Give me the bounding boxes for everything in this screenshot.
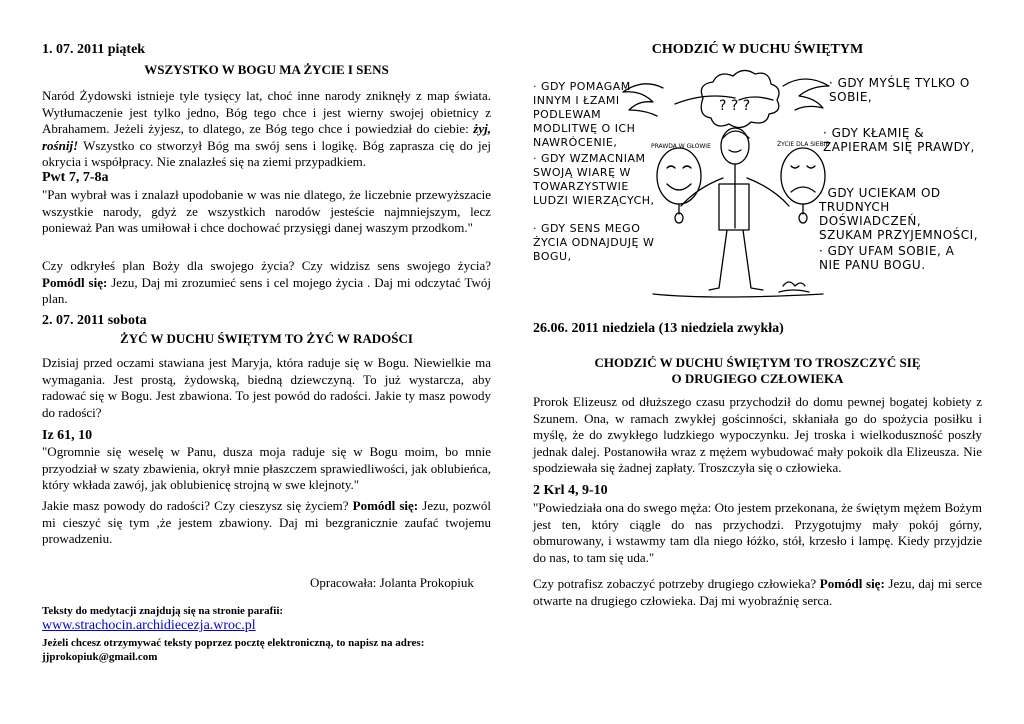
illustration xyxy=(533,58,982,308)
reflection-2 xyxy=(42,498,491,548)
scripture-quote-1: "Pan wybrał was i znalazł upodobanie w was nie dlatego, że liczebnie przewyższacie wszystkie narody, gdyż ze wszystkich narodów jesteście najmniejszym, lecz ponieważ Pan was umiłował i chce dochować przysięgi danej waszym przodkom." xyxy=(42,187,491,235)
parish-website-link[interactable]: www.strachocin.archidiecezja.wroc.pl xyxy=(42,618,256,633)
svg-text:PRAWDA W GŁOWIE: PRAWDA W GŁOWIE xyxy=(651,143,711,150)
section-title-1: WSZYSTKO W BOGU MA ŻYCIE I SENS xyxy=(144,62,389,77)
footer-note: Teksty do medytacji znajdują się na stronie parafii: xyxy=(42,605,284,617)
scripture-ref-2: Iz 61, 10 xyxy=(42,428,93,443)
drawing-note-1: · GDY POMAGAM INNYM I ŁZAMI PODLEWAM MODLITWĘ O ICH NAWRÓCENIE, xyxy=(533,80,636,149)
right-subtitle-line-1: CHODZIĆ W DUCHU ŚWIĘTYM TO TROSZCZYĆ SIĘ xyxy=(594,355,921,370)
footer-email: jjprokopiuk@gmail.com xyxy=(42,651,158,663)
right-scripture-ref: 2 Krl 4, 9-10 xyxy=(533,483,608,498)
scripture-ref-1: Pwt 7, 7-8a xyxy=(42,170,109,185)
date-heading-1: 1. 07. 2011 piątek xyxy=(42,42,146,57)
author-credit: Opracowała: Jolanta Prokopiuk xyxy=(310,575,474,590)
right-page-title: CHODZIĆ W DUCHU ŚWIĘTYM xyxy=(651,42,864,57)
footer-email-note: Jeżeli chcesz otrzymywać teksty poprzez pocztę elektroniczną, to napisz na adres: xyxy=(42,637,425,649)
date-heading-2: 2. 07. 2011 sobota xyxy=(42,313,147,328)
reflection-2-question: Jakie masz powody do radości? Czy cieszysz się życiem? xyxy=(42,498,353,513)
drawing-note-4: · GDY MYŚLĘ TYLKO O SOBIE, xyxy=(829,76,970,104)
paragraph-1-emphasis: żyj, rośnij! xyxy=(42,121,491,153)
svg-text:ŻYCIE DLA SIEBIE: ŻYCIE DLA SIEBIE xyxy=(777,141,830,148)
reflection-1 xyxy=(42,258,491,308)
right-reflection-question: Czy potrafisz zobaczyć potrzeby drugiego człowieka? xyxy=(533,576,820,591)
scripture-quote-2: "Ogromnie się weselę w Panu, dusza moja raduje się w Bogu moim, bo mnie przyodział w szaty zbawienia, okrył mnie płaszczem sprawiedliwości, jak oblubieńca, który wkłada zawój, jak oblubienicę strojną w swe klejnoty." xyxy=(42,444,491,492)
paragraph-1 xyxy=(42,88,491,171)
right-subtitle-line-2: O DRUGIEGO CZŁOWIEKA xyxy=(671,371,844,386)
right-scripture-quote: "Powiedziała ona do swego męża: Oto jestem przekonana, że świętym mężem Bożym jest ten, który ciągle do nas przychodzi. Przygotujmy mały pokój górny, obmurowany, i wstawmy tam dla niego łóżko, stół, krzesło i lampę. Kiedy przyjdzie do nas, to tam się uda." xyxy=(533,500,982,565)
svg-text:? ? ?: ? ? ? xyxy=(719,98,751,114)
reflection-1-question: Czy odkryłeś plan Boży dla swojego życia? Czy widzisz sens swojego życia? xyxy=(42,258,491,273)
right-paragraph: Prorok Elizeusz od dłuższego czasu przychodził do domu pewnej bogatej kobiety z Szunem. Ona, w ramach zwykłej gościnności, skłaniała go do spożycia posiłku i myślę, że do zwykłego ludzkiego wypoczynku. Jej troska i wielkoduszność poszły jednak dalej. Postanowiła wraz z mężem wybudować mały pokoik dla Elizeusza. Nie spodziewała się żadnej zapłaty. Troszczyła się o człowieka. xyxy=(533,394,982,475)
drawing-note-5: · GDY KŁAMIĘ & ZAPIERAM SIĘ PRAWDY, xyxy=(823,126,975,154)
paragraph-1-text-a: Naród Żydowski istnieje tyle tysięcy lat, choć inne narody zniknęły z map świata. Wytłumaczenie jest tylko jedno, Bóg tego chce i jest wierny swojej obietnicy z Abrahamem. Jeżeli żyjesz, to dlatego, ze Bóg tego chce i powiedział do ciebie: xyxy=(42,88,491,136)
reflection-1-prayer: Jezu, Daj mi zrozumieć sens i cel mojego życia . Daj mi odczytać Twój plan. xyxy=(42,274,491,306)
right-reflection xyxy=(533,576,982,609)
drawing-note-7: · GDY UFAM SOBIE, A NIE PANU BOGU. xyxy=(819,244,955,272)
right-reflection-prayer: Jezu, daj mi serce otwarte na drugiego człowieka. Daj mi wyobraźnię serca. xyxy=(533,576,983,608)
reflection-2-prayer: Jezu, pozwól mi cieszyć się tym ,że jestem zbawiony. Daj mi bezgranicznie zaufać twojemu prowadzeniu. xyxy=(42,498,491,546)
drawing-note-2: · GDY WZMACNIAM SWOJĄ WIARĘ W TOWARZYSTWIE LUDZI WIERZĄCYCH, xyxy=(533,152,655,207)
right-prayer-label: Pomódl się: xyxy=(819,576,885,591)
paragraph-1-text-b: Wszystko co stworzył Bóg ma swój sens i logikę. Bóg zaprasza cię do jej okrycia i współpracy. Nie znalazłeś się na ziemi przypadkiem. xyxy=(42,137,491,169)
prayer-label-1: Pomódl się: xyxy=(42,274,108,290)
prayer-label-2: Pomódl się: xyxy=(352,498,419,513)
right-date-heading: 26.06. 2011 niedziela (13 niedziela zwykła) xyxy=(533,321,784,336)
drawing-note-6: · GDY UCIEKAM OD TRUDNYCH DOŚWIADCZEŃ, SZUKAM PRZYJEMNOŚCI, xyxy=(819,186,979,242)
drawing-note-3: · GDY SENS MEGO ŻYCIA ODNAJDUJĘ W BOGU, xyxy=(533,222,655,263)
section-title-2: ŻYĆ W DUCHU ŚWIĘTYM TO ŻYĆ W RADOŚCI xyxy=(120,331,413,346)
paragraph-2: Dzisiaj przed oczami stawiana jest Maryja, która raduje się w Bogu. Niewielkie ma wymagania. Jest prostą, żydowską, biedną dziewczyną. To już wystarcza, aby radować się w Bogu. Jest zbawiona. To jest powód do radości. Jakie ty masz powody do radości? xyxy=(42,355,491,420)
